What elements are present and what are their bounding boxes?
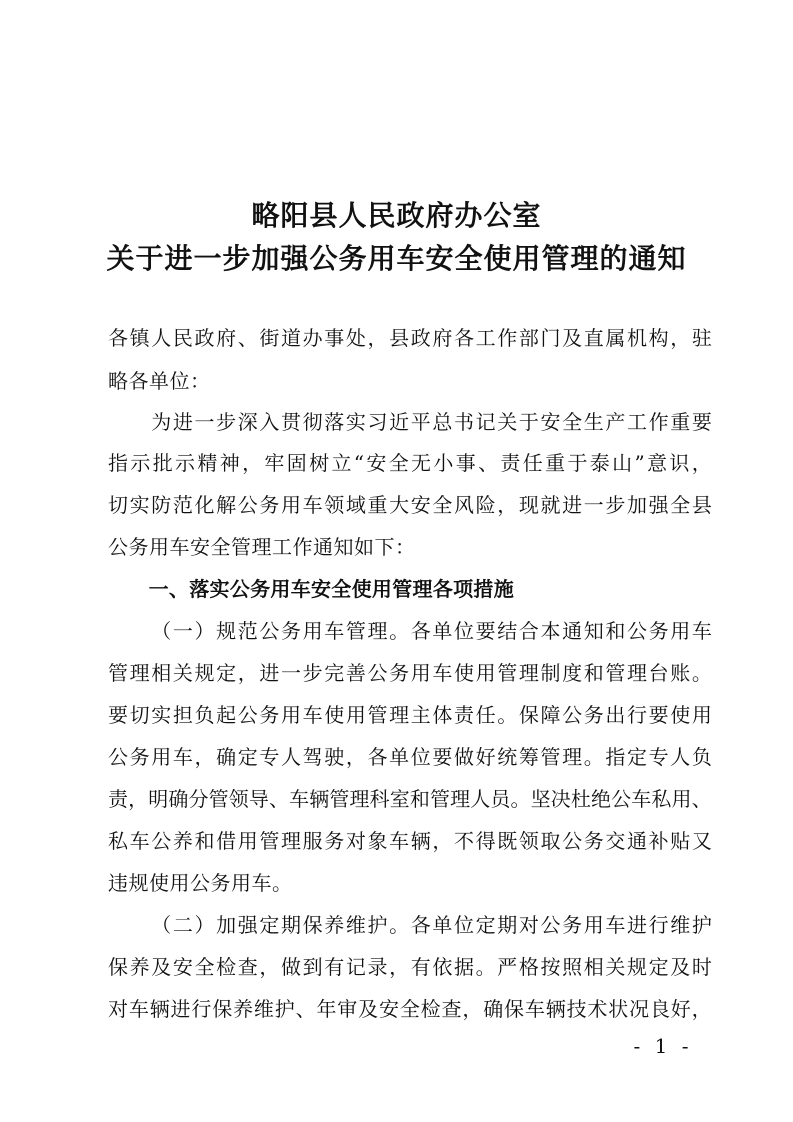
body-text-line: 切 实 防 范 化 解 公 务 用 车 领 域 重 大 安 全 风 险 ， 现 就 进 一 步 加 强 全 县 [108, 493, 712, 517]
body-text-line: 对 车 辆 进 行 保 养 维 护 、 年 审 及 安 全 检 查 ， 确 保 车 辆 技 术 状 况 良 好 ， [108, 997, 712, 1021]
body-text-line: 公务用车安全管理工作通知如下： [108, 535, 416, 559]
body-text-line: 要 切 实 担 负 起 公 务 用 车 使 用 管 理 主 体 责 任 。 保 障 公 务 出 行 要 使 用 [108, 703, 712, 727]
body-text-line: 责 ， 明 确 分 管 领 导 、 车 辆 管 理 科 室 和 管 理 人 员 。 坚 决 杜 绝 公 车 私 用 、 [108, 787, 712, 811]
body-text-line: 违规使用公务用车。 [108, 871, 293, 895]
body-text-line: （ 一 ） 规 范 公 务 用 车 管 理 。 各 单 位 要 结 合 本 通 知 和 公 务 用 车 [151, 619, 712, 643]
body-text-line: 为 进 一 步 深 入 贯 彻 落 实 习 近 平 总 书 记 关 于 安 全 生 产 工 作 重 要 [151, 410, 712, 434]
body-text-line: 公 务 用 车 ， 确 定 专 人 驾 驶 ， 各 单 位 要 做 好 统 筹 管 理 。 指 定 专 人 负 [108, 745, 712, 769]
body-text-line: 私 车 公 养 和 借 用 管 理 服 务 对 象 车 辆 ， 不 得 既 领 取 公 务 交 通 补 贴 又 [108, 829, 712, 853]
document-title-line-1: 略阳县人民政府办公室 [251, 199, 542, 232]
section-heading: 一、落实公务用车安全使用管理各项措施 [108, 577, 514, 601]
body-text-line: 略各单位： [108, 369, 211, 393]
document-title-line-2: 关于进一步加强公务用车安全使用管理的通知 [106, 242, 687, 275]
body-text-line: 各 镇 人 民 政 府 、 街 道 办 事 处 ， 县 政 府 各 工 作 部 门 及 直 属 机 构 ， 驻 [108, 326, 712, 350]
body-text-line: 管 理 相 关 规 定 ， 进 一 步 完 善 公 务 用 车 使 用 管 理 制 度 和 管 理 台 账 。 [108, 661, 712, 685]
body-text-line: 指 示 批 示 精 神 ， 牢 固 树 立 “ 安 全 无 小 事 、 责 任 重 于 泰 山 ” 意 识 ， [108, 451, 712, 475]
page-number: - 1 - [633, 1034, 693, 1058]
body-text-line: （ 二 ） 加 强 定 期 保 养 维 护 。 各 单 位 定 期 对 公 务 用 车 进 行 维 护 [151, 913, 712, 937]
body-text-line: 保 养 及 安 全 检 查 ， 做 到 有 记 录 ， 有 依 据 。 严 格 按 照 相 关 规 定 及 时 [108, 955, 712, 979]
